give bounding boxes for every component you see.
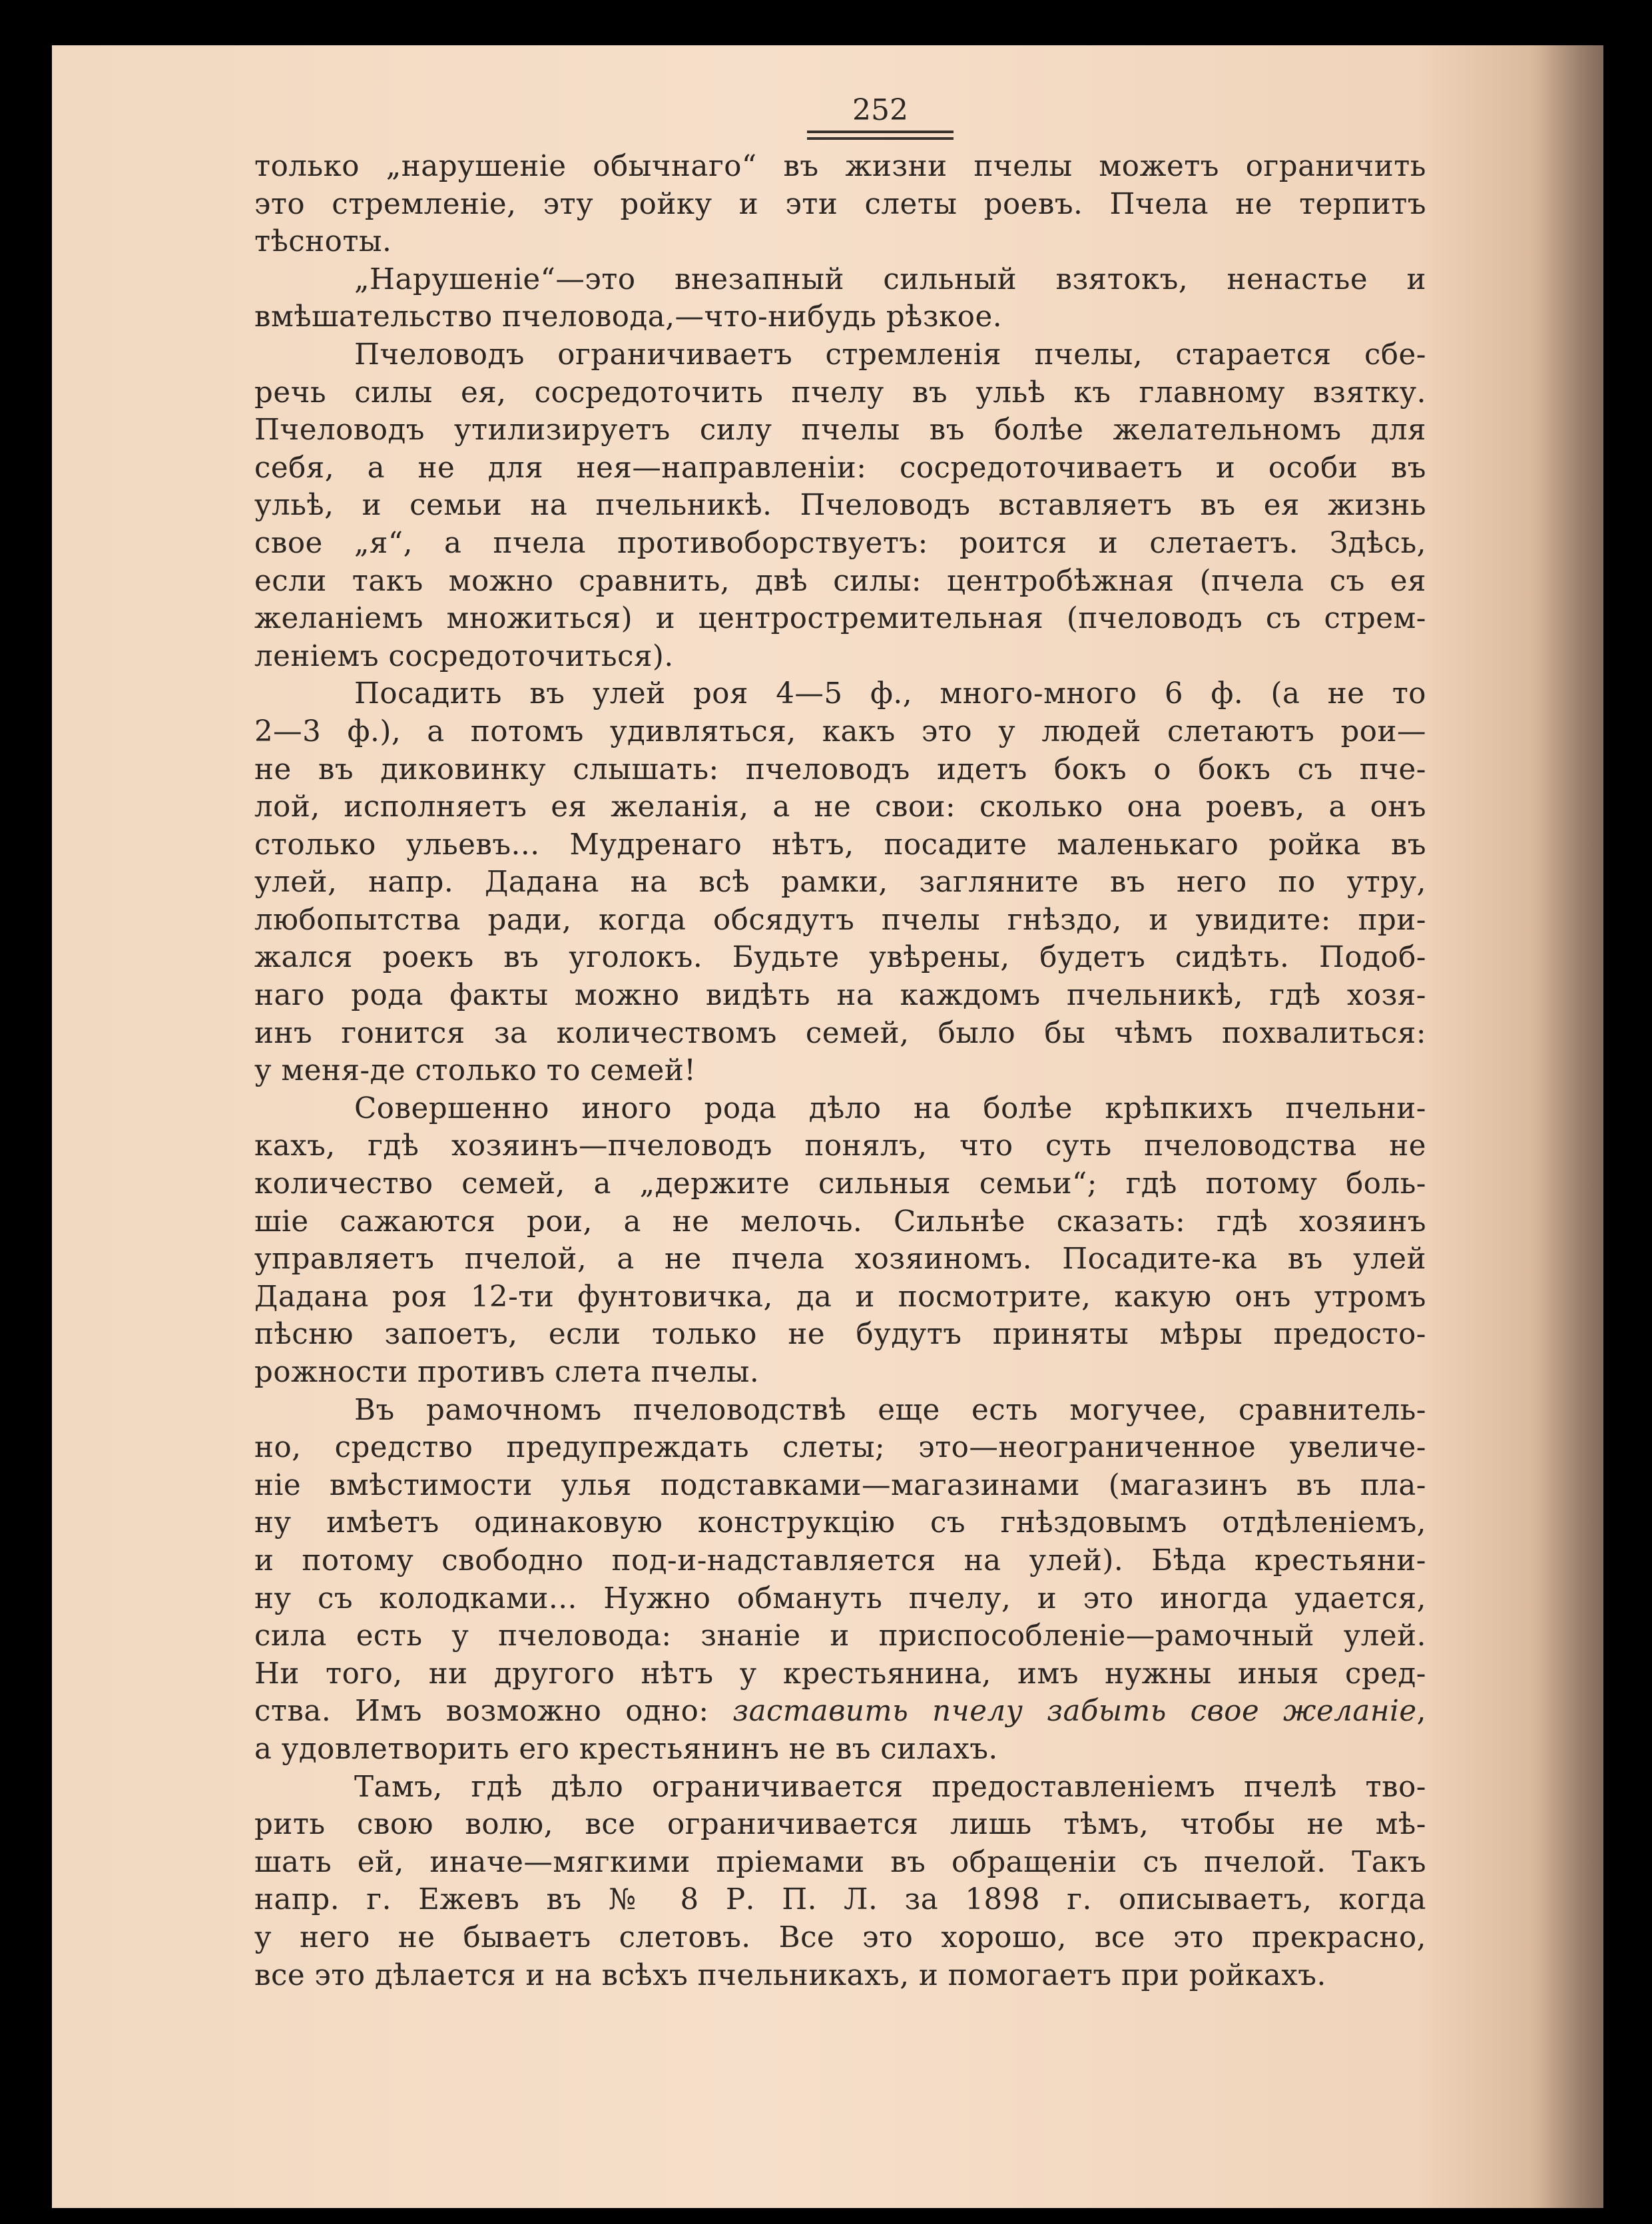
text-line: вмѣшательство пчеловода,—что-нибудь рѣзкое. — [254, 300, 1003, 334]
text-line: себя, а не для нея—направленіи: сосредоточиваетъ и особи въ — [254, 451, 1426, 485]
text-line: Пчеловодъ утилизируетъ силу пчелы въ болѣе желательномъ для — [254, 414, 1426, 447]
text-line: сила есть у пчеловода: знаніе и приспособленіе—рамочный улей. — [254, 1619, 1426, 1653]
text-line: и потому свободно под-и-надставляется на улей). Бѣда крестьяни- — [254, 1543, 1426, 1577]
text-line: инъ гонится за количествомъ семей, было бы чѣмъ похвалиться: — [254, 1016, 1426, 1050]
text-segment: , — [1416, 1695, 1426, 1729]
text-line: Ни того, ни другого нѣтъ у крестьянина, имъ нужны иныя сред- — [254, 1657, 1426, 1691]
text-line: Тамъ, гдѣ дѣло ограничивается предоставленіемъ пчелѣ тво- — [354, 1770, 1426, 1804]
text-line-with-emphasis — [254, 1693, 1426, 1731]
text-line: желаніемъ множиться) и центростремительная (пчеловодъ съ стрем- — [254, 602, 1426, 636]
text-line: 2—3 ф.), а потомъ удивляться, какъ это у людей слетаютъ рои— — [254, 714, 1426, 748]
page-binding-shadow — [1530, 45, 1603, 2208]
text-line: любопытства ради, когда обсядутъ пчелы гнѣздо, и увидите: при- — [254, 903, 1426, 937]
page-number-rule — [807, 137, 954, 140]
text-line: ну имѣетъ одинаковую конструкцію съ гнѣздовымъ отдѣленіемъ, — [254, 1506, 1426, 1540]
text-line: лой, исполняетъ ея желанія, а не свои: сколько она роевъ, а онъ — [254, 790, 1426, 824]
text-line: напр. г. Ежевъ въ № 8 Р. П. Л. за 1898 г. описываетъ, когда — [254, 1883, 1426, 1917]
text-line: только „нарушеніе обычнаго“ въ жизни пчелы можетъ ограничить — [254, 150, 1426, 183]
text-line: улей, напр. Дадана на всѣ рамки, загляните въ него по утру, — [254, 866, 1426, 900]
text-line: пѣсню запоетъ, если только не будутъ приняты мѣры предосто- — [254, 1318, 1426, 1352]
text-line: если такъ можно сравнить, двѣ силы: центробѣжная (пчела съ ея — [254, 564, 1426, 598]
text-line: столько ульевъ... Мудренаго нѣтъ, посадите маленькаго ройка въ — [254, 828, 1426, 862]
text-line: у меня-де столько то семей! — [254, 1054, 696, 1088]
text-line: Совершенно иного рода дѣло на болѣе крѣпкихъ пчельни- — [354, 1091, 1426, 1125]
text-line: все это дѣлается и на всѣхъ пчельникахъ, и помогаетъ при ройкахъ. — [254, 1958, 1326, 1992]
text-line: Посадить въ улей роя 4—5 ф., много-много 6 ф. (а не то — [354, 677, 1426, 711]
text-line: кахъ, гдѣ хозяинъ—пчеловодъ понялъ, что суть пчеловодства не — [254, 1129, 1426, 1163]
text-line: тѣсноты. — [254, 225, 392, 259]
text-line: леніемъ сосредоточиться). — [254, 639, 674, 673]
text-line: рожности противъ слета пчелы. — [254, 1356, 760, 1389]
text-line: а удовлетворить его крестьянинъ не въ силахъ. — [254, 1732, 998, 1766]
page-number-rule — [807, 131, 954, 133]
emphasis-text: заставить пчелу забыть свое желаніе — [732, 1695, 1417, 1729]
text-line: Дадана роя 12-ти фунтовичка, да и посмотрите, какую онъ утромъ — [254, 1280, 1426, 1314]
text-line: количество семей, а „держите сильныя семьи“; гдѣ потому боль- — [254, 1167, 1426, 1201]
text-line: это стремленіе, эту ройку и эти слеты роевъ. Пчела не терпитъ — [254, 187, 1426, 221]
text-line: свое „я“, а пчела противоборствуетъ: роится и слетаетъ. Здѣсь, — [254, 526, 1426, 560]
text-line: жался роекъ въ уголокъ. Будьте увѣрены, будетъ сидѣть. Подоб- — [254, 941, 1426, 975]
text-line: но, средство предупреждать слеты; это—неограниченное увеличе- — [254, 1431, 1426, 1465]
text-line: наго рода факты можно видѣть на каждомъ пчельникѣ, гдѣ хозя- — [254, 979, 1426, 1013]
text-line: шать ей, иначе—мягкими пріемами въ обращеніи съ пчелой. Такъ — [254, 1845, 1426, 1879]
text-line: ну съ колодками... Нужно обмануть пчелу, и это иногда удается, — [254, 1581, 1426, 1615]
text-line: не въ диковинку слышать: пчеловодъ идетъ бокъ о бокъ съ пче- — [254, 752, 1426, 786]
page-text — [254, 148, 1426, 1994]
text-line: ульѣ, и семьи на пчельникѣ. Пчеловодъ вставляетъ въ ея жизнь — [254, 489, 1426, 523]
page-number: 252 — [852, 93, 908, 127]
text-line: Пчеловодъ ограничиваетъ стремленія пчелы, старается сбе- — [354, 338, 1426, 372]
text-line: Въ рамочномъ пчеловодствѣ еще есть могучее, сравнитель- — [354, 1393, 1426, 1427]
text-line: речь силы ея, сосредоточить пчелу въ ульѣ къ главному взятку. — [254, 376, 1426, 410]
text-line: у него не бываетъ слетовъ. Все это хорошо, все это прекрасно, — [254, 1920, 1426, 1954]
text-line: шіе сажаются рои, а не мелочь. Сильнѣе сказать: гдѣ хозяинъ — [254, 1205, 1426, 1239]
text-line: „Нарушеніе“—это внезапный сильный взятокъ, ненастье и — [354, 262, 1426, 296]
text-line: управляетъ пчелой, а не пчела хозяиномъ. Посадите-ка въ улей — [254, 1243, 1426, 1276]
text-line: рить свою волю, все ограничивается лишь тѣмъ, чтобы не мѣ- — [254, 1808, 1426, 1842]
text-line: ніе вмѣстимости улья подставками—магазинами (магазинъ въ пла- — [254, 1468, 1426, 1502]
text-segment: ства. Имъ возможно одно: — [254, 1695, 709, 1729]
